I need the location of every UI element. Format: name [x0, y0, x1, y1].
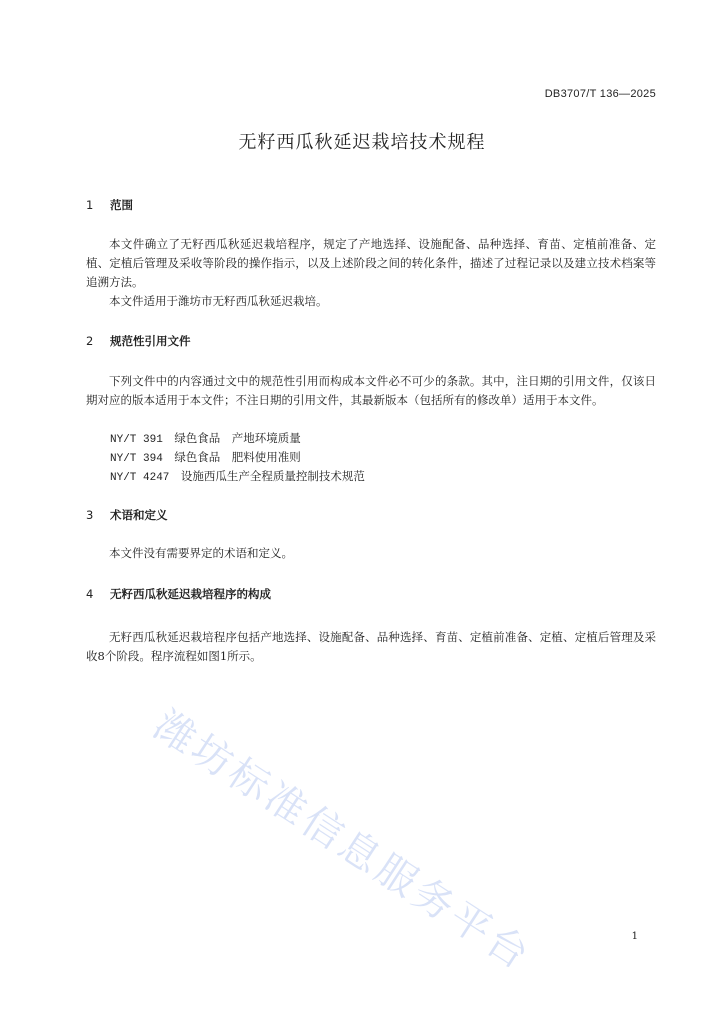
page-number: 1 — [631, 931, 638, 942]
section-title: 范围 — [110, 198, 134, 212]
section-heading — [86, 507, 168, 523]
reference-item — [110, 448, 301, 469]
document-title: 无籽西瓜秋延迟栽培技术规程 — [238, 132, 486, 153]
paragraph: 本文件确立了无籽西瓜秋延迟栽培程序，规定了产地选择、设施配备、品种选择、育苗、定植前准备、定植、定植后管理及采收等阶段的操作指示，以及上述阶段之间的转化条件，描述了过程记录以及建立技术档案等追溯方法。 — [86, 237, 656, 289]
watermark: 潍坊标准信息服务平台 — [145, 702, 540, 981]
reference-title: 设施西瓜生产全程质量控制技术规范 — [180, 469, 365, 483]
document-code: DB3707/T 136—2025 — [544, 88, 656, 100]
paragraph: 下列文件中的内容通过文中的规范性引用而构成本文件必不可少的条款。其中，注日期的引用文件，仅该日期对应的版本适用于本文件；不注日期的引用文件，其最新版本（包括所有的修改单）适用于本文件。 — [86, 374, 656, 407]
section-number: 3 — [86, 508, 94, 522]
reference-code: NY/T 4247 — [110, 472, 170, 484]
section-number: 2 — [86, 334, 94, 348]
reference-code: NY/T 391 — [110, 434, 163, 446]
paragraph: 本文件适用于潍坊市无籽西瓜秋延迟栽培。 — [109, 294, 328, 308]
paragraph: 本文件没有需要界定的术语和定义。 — [109, 546, 293, 560]
reference-title: 绿色食品 肥料使用准则 — [174, 450, 301, 464]
section-title: 规范性引用文件 — [110, 334, 191, 348]
section-heading — [86, 586, 271, 602]
section-number: 1 — [86, 198, 94, 212]
section-title: 无籽西瓜秋延迟栽培程序的构成 — [110, 587, 272, 601]
section-number: 4 — [86, 587, 94, 601]
reference-code: NY/T 394 — [110, 453, 163, 465]
reference-item — [110, 429, 301, 450]
section-heading — [86, 197, 133, 213]
paragraph: 无籽西瓜秋延迟栽培程序包括产地选择、设施配备、品种选择、育苗、定植前准备、定植、定植后管理及采收8个阶段。程序流程如图1所示。 — [86, 630, 656, 663]
reference-title: 绿色食品 产地环境质量 — [174, 431, 301, 445]
section-title: 术语和定义 — [110, 508, 168, 522]
reference-item — [110, 467, 365, 488]
section-heading — [86, 333, 191, 349]
